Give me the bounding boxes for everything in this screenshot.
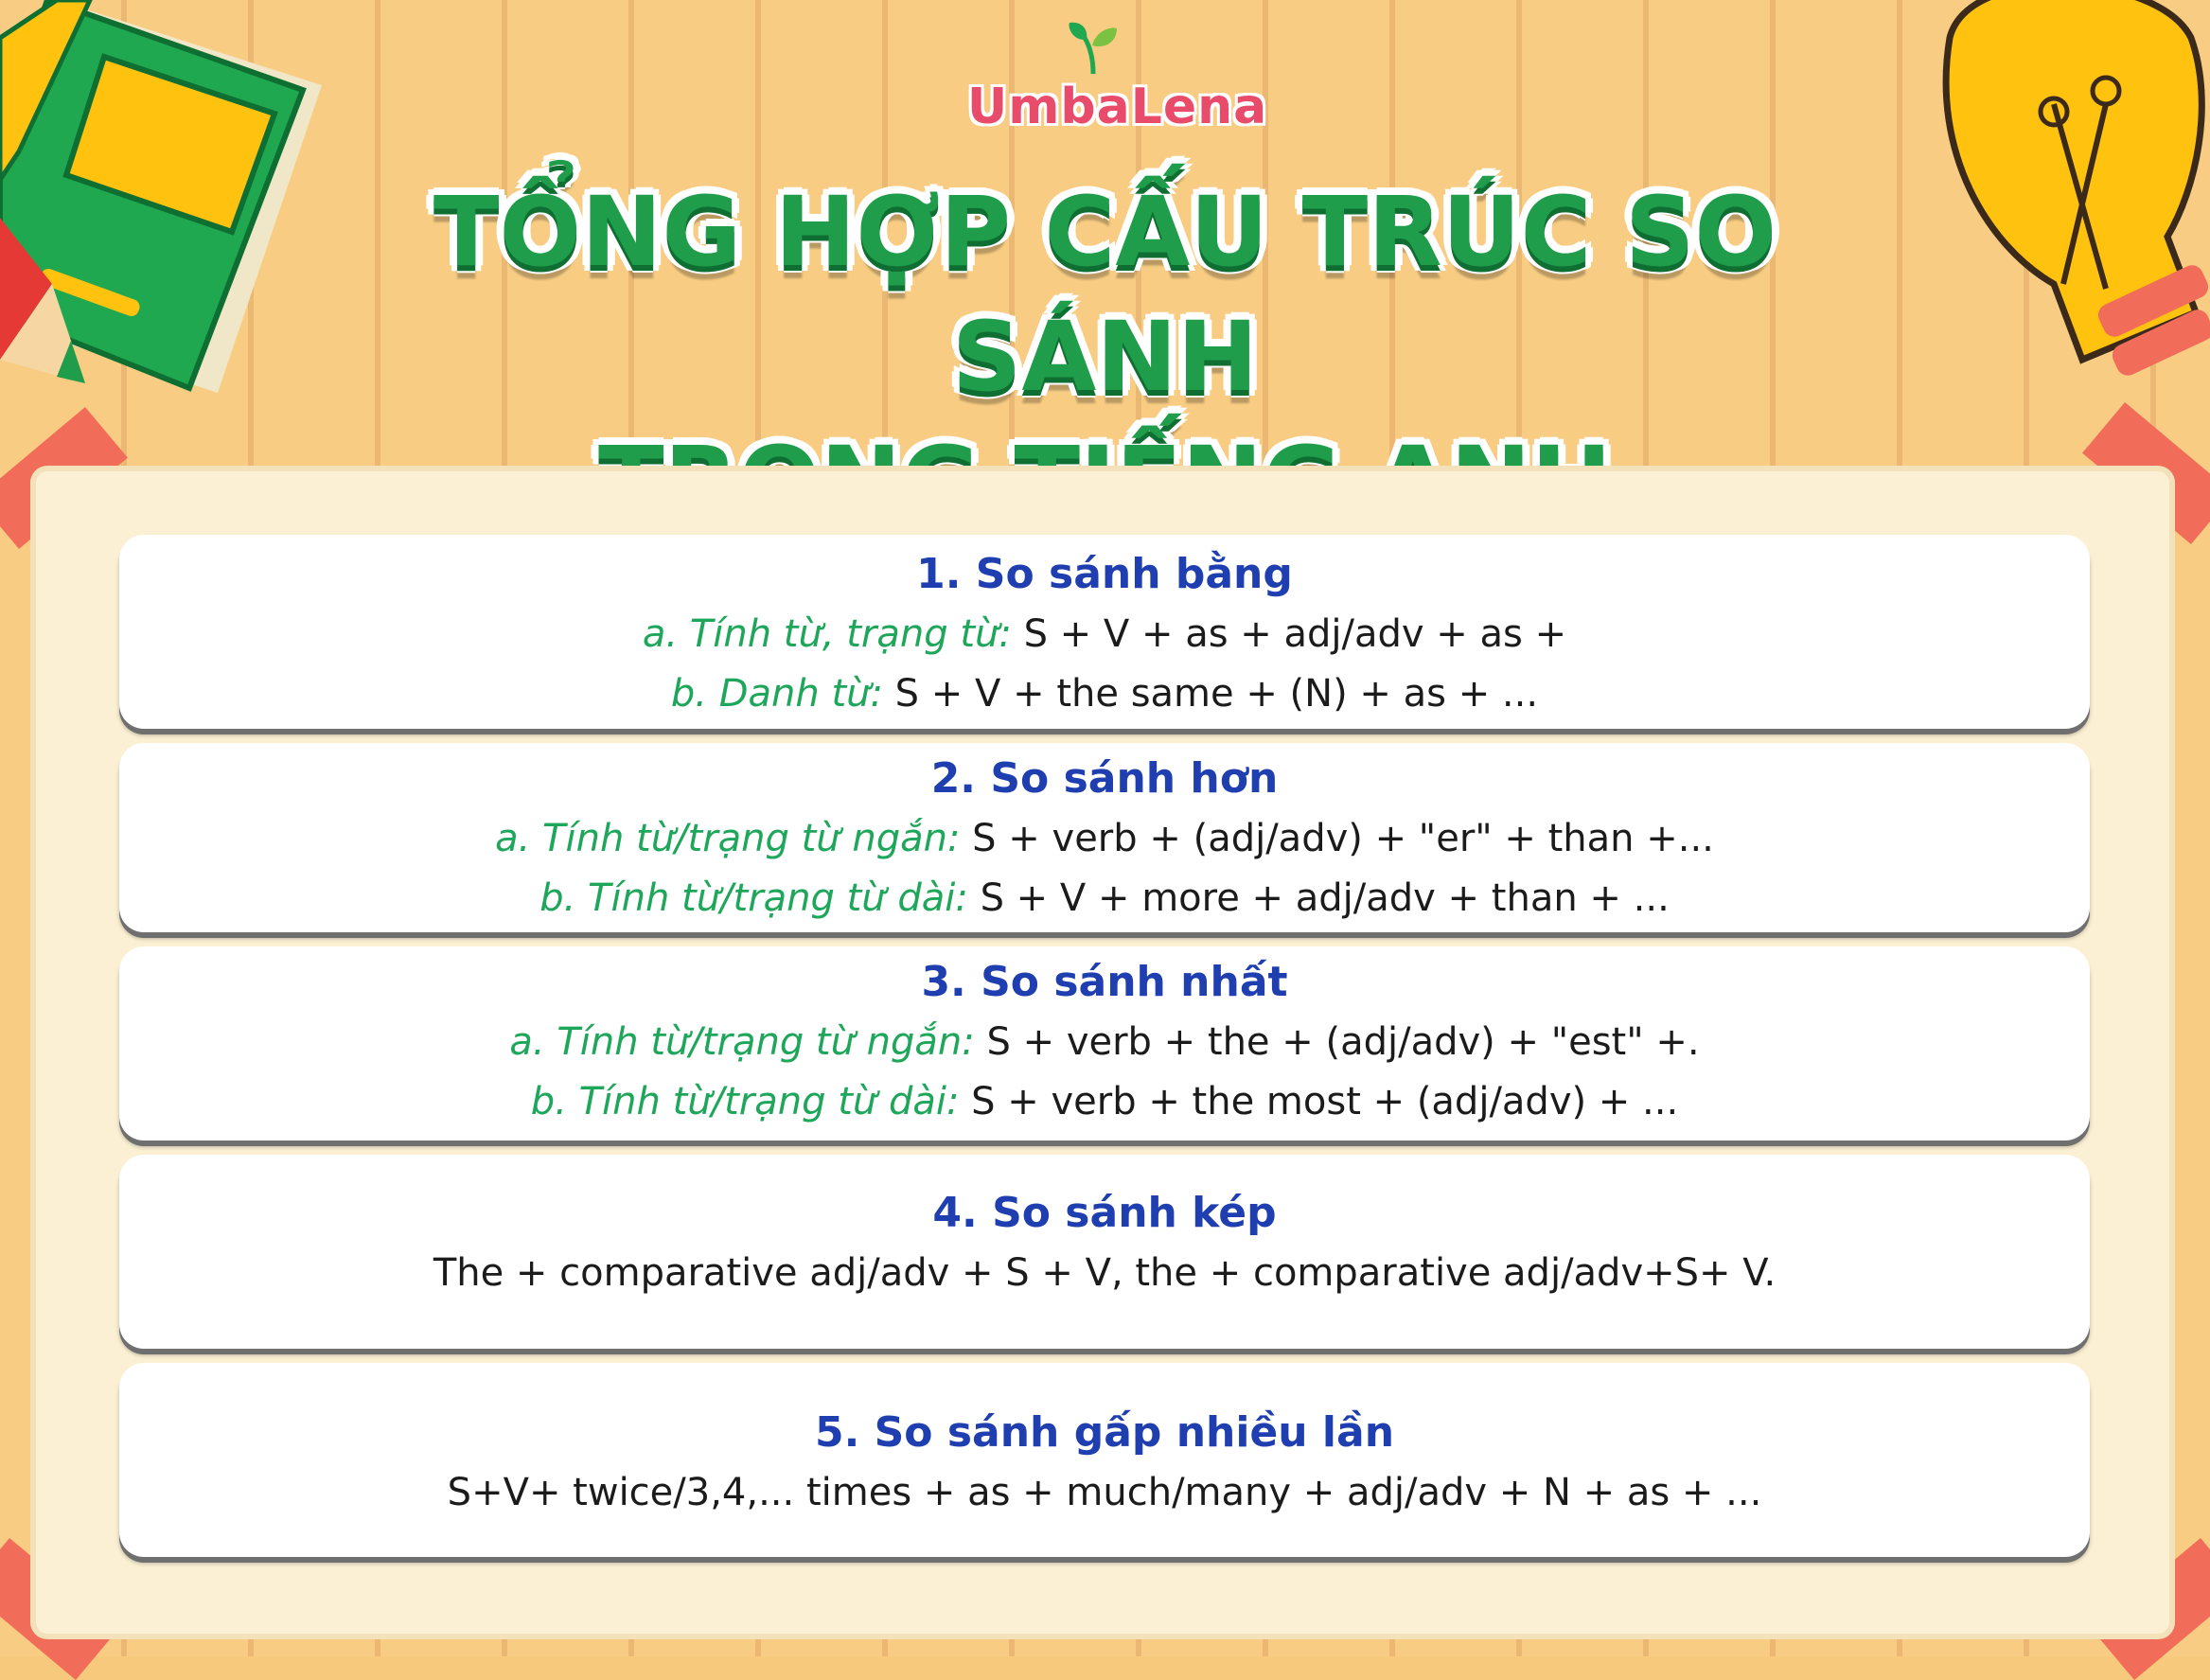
section-line <box>119 664 2090 724</box>
section-card-comparative <box>119 743 2090 932</box>
section-card-superlative <box>119 946 2090 1141</box>
line-label: b. Danh từ: <box>670 672 883 716</box>
section-title: 3. So sánh nhất <box>921 958 1288 1006</box>
line-formula: The + comparative adj/adv + S + V, the + comparative adj/adv+S+ V. <box>433 1251 1777 1295</box>
line-formula: S + verb + (adj/adv) + "er" + than +... <box>960 817 1714 860</box>
section-title: 2. So sánh hơn <box>930 754 1279 803</box>
line-formula: S + V + as + adj/adv + as + <box>1011 612 1567 656</box>
line-label: a. Tính từ, trạng từ: <box>642 612 1012 656</box>
line-label: b. Tính từ/trạng từ dài: <box>530 1080 960 1123</box>
section-line <box>119 1463 2090 1523</box>
section-card-equal <box>119 535 2090 729</box>
section-card-double <box>119 1155 2090 1349</box>
line-label: a. Tính từ/trạng từ ngắn: <box>509 1020 975 1064</box>
line-formula: S + V + more + adj/adv + than + ... <box>967 876 1670 920</box>
lightbulb-icon <box>1912 0 2210 398</box>
section-line <box>119 1013 2090 1072</box>
line-formula: S+V+ twice/3,4,... times + as + much/many + adj/adv + N + as + ... <box>447 1471 1762 1514</box>
pencil-icon <box>0 218 104 398</box>
line-formula: S + V + the same + (N) + as + ... <box>882 672 1539 716</box>
line-formula: S + verb + the most + (adj/adv) + ... <box>959 1080 1679 1123</box>
section-line <box>119 605 2090 664</box>
page-title-line1: TỔNG HỢP CẤU TRÚC SO SÁNH <box>433 176 1777 414</box>
section-line <box>119 1072 2090 1132</box>
line-label: a. Tính từ/trạng từ ngắn: <box>495 817 961 860</box>
section-card-multiple <box>119 1363 2090 1557</box>
line-label: b. Tính từ/trạng từ dài: <box>539 876 968 920</box>
brand-logo: UmbaLena <box>967 79 1268 135</box>
section-line <box>119 809 2090 869</box>
section-title: 4. So sánh kép <box>932 1189 1277 1237</box>
section-line <box>119 869 2090 928</box>
section-title: 5. So sánh gấp nhiều lần <box>814 1408 1395 1457</box>
section-line <box>119 1244 2090 1303</box>
sprout-icon <box>1068 21 1119 74</box>
section-title: 1. So sánh bằng <box>916 550 1293 598</box>
line-formula: S + verb + the + (adj/adv) + "est" +. <box>974 1020 1700 1064</box>
